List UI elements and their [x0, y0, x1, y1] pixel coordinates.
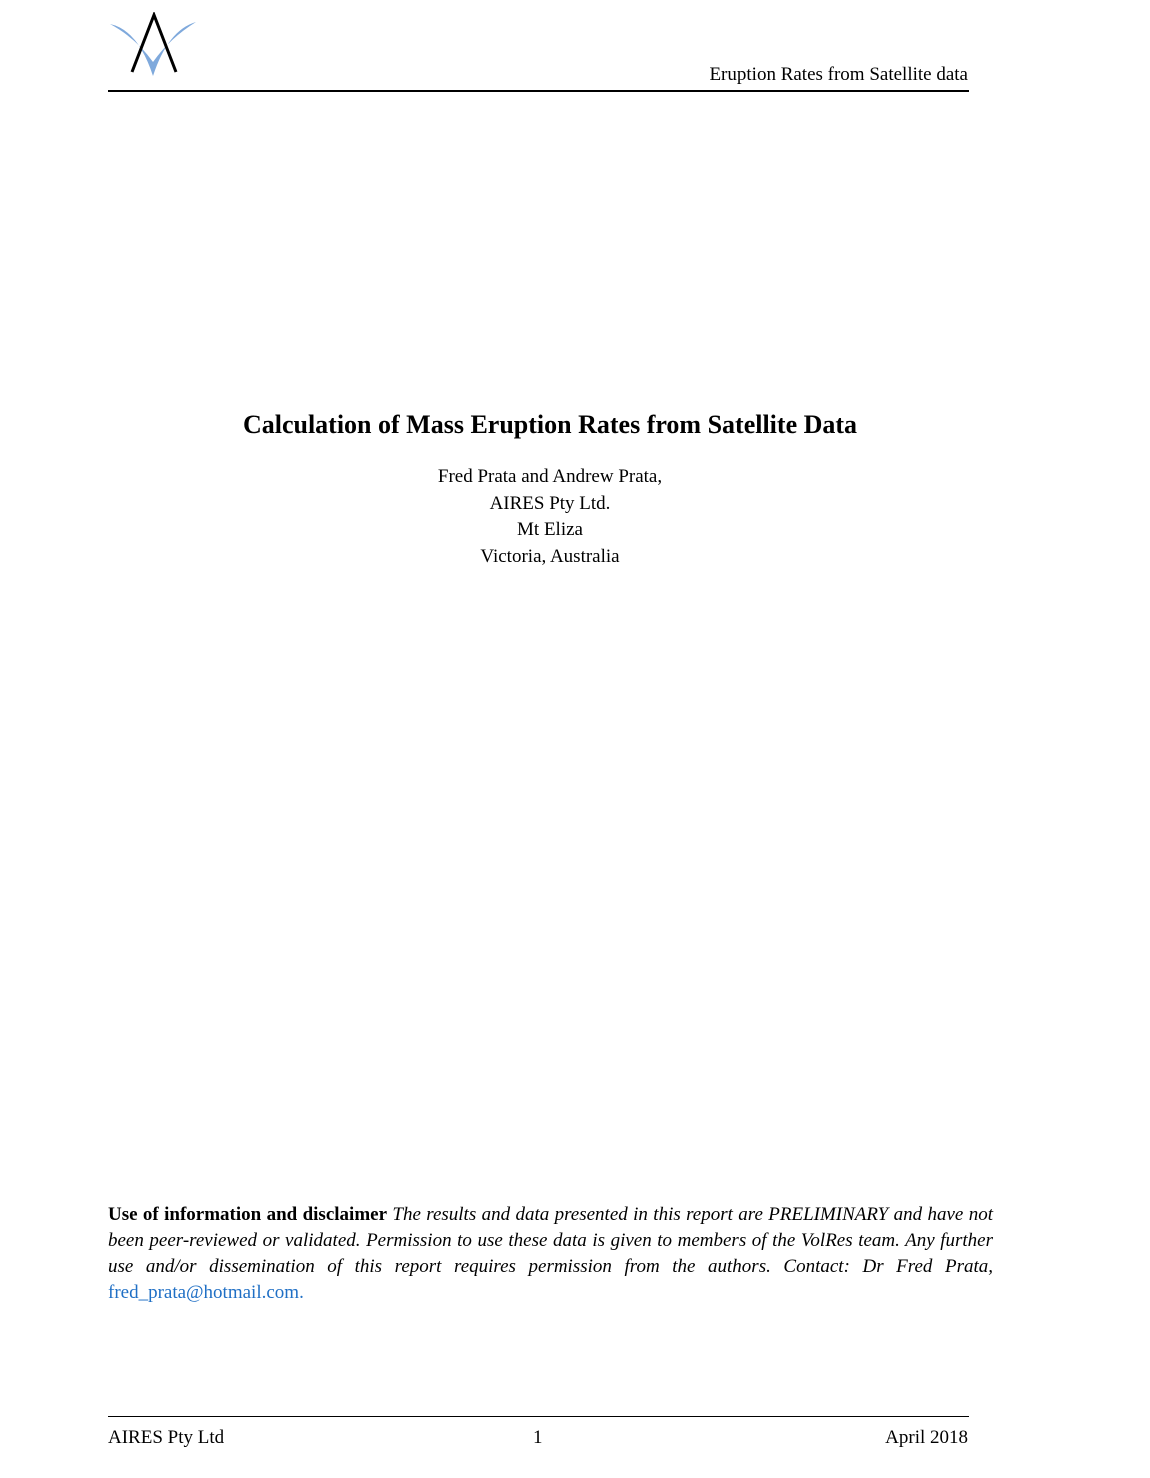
page-number: 1: [533, 1427, 543, 1448]
logo-wing-shape: [110, 22, 196, 76]
footer-company: AIRES Pty Ltd: [108, 1427, 225, 1448]
author-region: Victoria, Australia: [480, 545, 620, 567]
header-rule: [108, 90, 969, 92]
disclaimer-heading: Use of information and disclaimer: [108, 1204, 388, 1225]
footer-date: April 2018: [885, 1427, 968, 1448]
footer-rule: [108, 1416, 969, 1417]
running-header: Eruption Rates from Satellite data: [709, 64, 968, 85]
author-block: [0, 464, 1100, 570]
author-place: Mt Eliza: [517, 519, 583, 540]
disclaimer-body: The results and data presented in this report are PRELIMINARY and have not been peer-reviewed or validated. Permission to use these data is given to members of the VolRes team. Any further use and/or dissemination of this report requires permission from the authors. Contact: Dr Fred Prata,: [108, 1204, 993, 1277]
contact-email-link[interactable]: fred_prata@hotmail.com.: [108, 1282, 304, 1303]
author-names: Fred Prata and Andrew Prata,: [437, 466, 663, 487]
disclaimer-paragraph: [108, 1202, 993, 1306]
document-title: Calculation of Mass Eruption Rates from Satellite Data: [242, 410, 858, 439]
aires-logo-icon: [108, 12, 198, 80]
author-organization: AIRES Pty Ltd.: [489, 492, 611, 514]
